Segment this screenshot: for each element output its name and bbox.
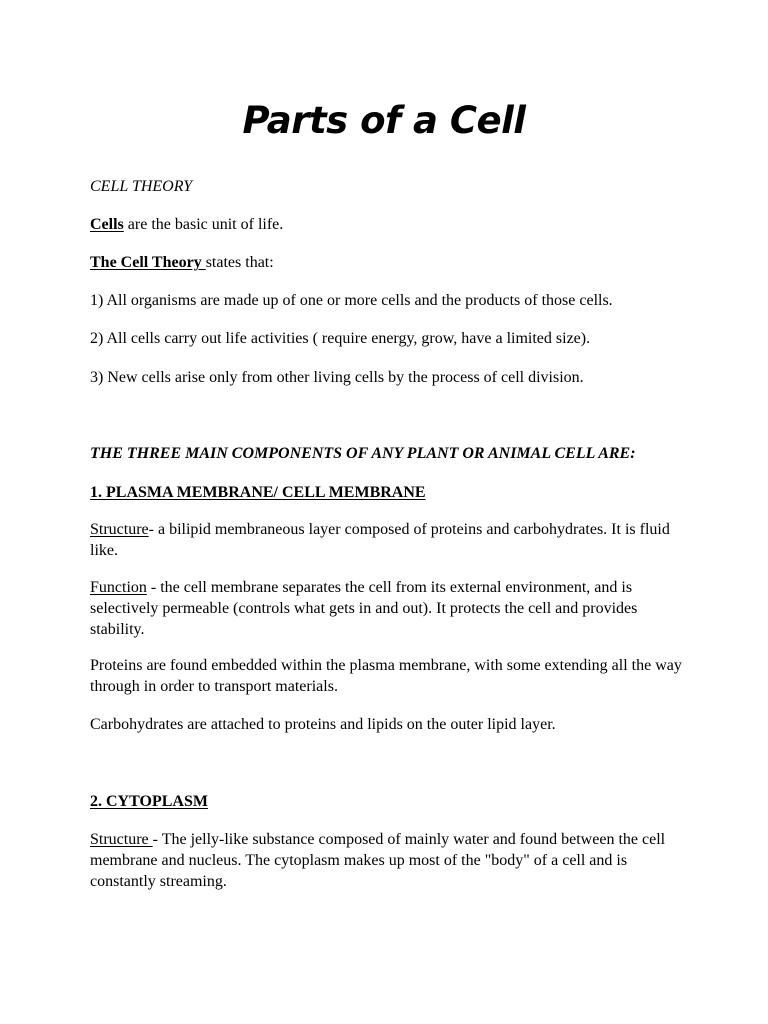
- cells-term: Cells: [90, 216, 124, 233]
- cells-definition-text: are the basic unit of life.: [123, 216, 284, 233]
- cell-theory-intro-text: states that:: [205, 254, 274, 271]
- theory-point-1: 1) All organisms are made up of one or more cells and the products of those cells.: [90, 292, 613, 309]
- cells-definition: [90, 214, 690, 235]
- membrane-structure-label: Structure: [90, 521, 149, 538]
- cytoplasm-structure-label: Structure: [90, 831, 153, 848]
- membrane-heading: 1. PLASMA MEMBRANE/ CELL MEMBRANE: [90, 484, 426, 501]
- cytoplasm-structure: [90, 829, 690, 892]
- theory-point-2: 2) All cells carry out life activities ( require energy, grow, have a limited size).: [90, 330, 591, 347]
- page-title: Parts of a Cell: [242, 99, 526, 142]
- cell-theory-term: The Cell Theory: [90, 254, 206, 271]
- cell-theory-intro: [90, 252, 690, 273]
- membrane-structure-text: - a bilipid membraneous layer composed of proteins and carbohydrates. It is fluid like.: [90, 521, 670, 559]
- membrane-carbohydrates: Carbohydrates are attached to proteins and lipids on the outer lipid layer.: [90, 716, 556, 733]
- cytoplasm-heading: 2. CYTOPLASM: [90, 793, 208, 810]
- membrane-function-text: - the cell membrane separates the cell from its external environment, and is selectively permeable (controls what gets in and out). It protects the cell and provides stability.: [90, 579, 638, 638]
- membrane-structure: [90, 519, 690, 561]
- theory-point-3: 3) New cells arise only from other living cells by the process of cell division.: [90, 369, 584, 386]
- membrane-proteins: Proteins are found embedded within the plasma membrane, with some extending all the way through in order to transport materials.: [90, 657, 682, 695]
- cell-theory-heading: CELL THEORY: [90, 178, 193, 195]
- membrane-function-label: Function: [90, 579, 147, 596]
- cytoplasm-structure-text: - The jelly-like substance composed of mainly water and found between the cell membrane and nucleus. The cytoplasm makes up most of the "body" of a cell and is constantly streaming.: [90, 831, 666, 890]
- components-heading: THE THREE MAIN COMPONENTS OF ANY PLANT OR ANIMAL CELL ARE:: [90, 445, 636, 462]
- membrane-function: [90, 577, 690, 640]
